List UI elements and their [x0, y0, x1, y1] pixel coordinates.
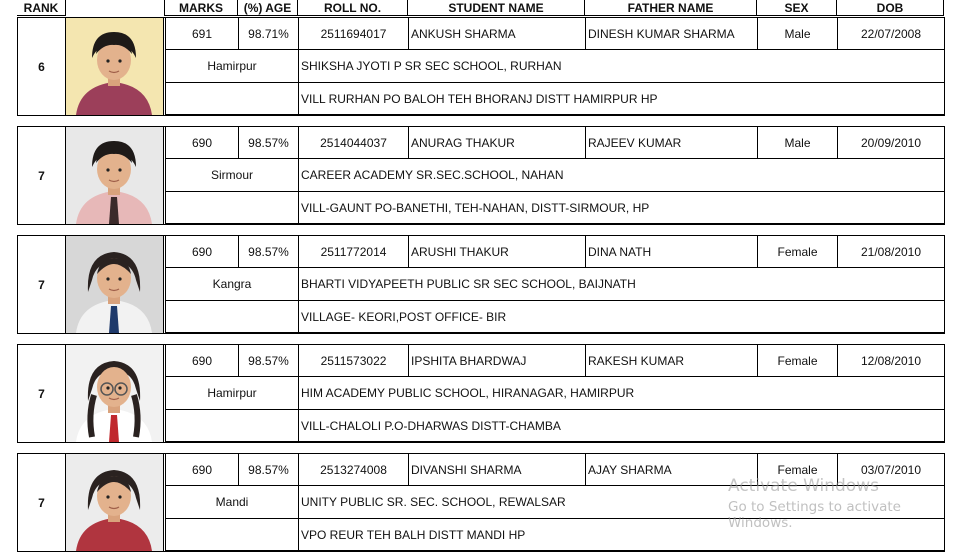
student-record [17, 17, 945, 116]
roll-no-cell: 2511573022 [298, 344, 409, 377]
address-cell: VILL RURHAN PO BALOH TEH BHORANJ DISTT HAMIRPUR HP [298, 82, 945, 115]
dob-cell: 03/07/2010 [837, 453, 945, 486]
father-name-cell: RAKESH KUMAR [585, 344, 758, 377]
dob-cell: 22/07/2008 [837, 17, 945, 50]
marks-cell: 691 [165, 17, 239, 50]
marks-cell: 690 [165, 235, 239, 268]
empty-cell [165, 82, 299, 115]
address-cell: VILL-CHALOLI P.O-DHARWAS DISTT-CHAMBA [298, 409, 945, 442]
student-photo [66, 236, 164, 333]
sex-cell: Female [757, 235, 838, 268]
district-cell: Hamirpur [165, 49, 299, 83]
address-cell: VPO REUR TEH BALH DISTT MANDI HP [298, 518, 945, 551]
school-cell: SHIKSHA JYOTI P SR SEC SCHOOL, RURHAN [298, 49, 945, 83]
student-name-cell: ANKUSH SHARMA [408, 17, 586, 50]
rank-value: 7 [18, 454, 66, 551]
header-percentage: (%) AGE [238, 0, 298, 16]
activate-windows-title: Activate Windows [728, 476, 879, 496]
sex-cell: Female [757, 344, 838, 377]
empty-cell [165, 518, 299, 551]
header-father-name: FATHER NAME [585, 0, 757, 16]
header-student-name: STUDENT NAME [408, 0, 585, 16]
student-record [17, 126, 945, 225]
student-photo [66, 127, 164, 224]
student-photo [66, 18, 164, 115]
rank-value: 7 [18, 127, 66, 224]
empty-cell [165, 409, 299, 442]
district-cell: Kangra [165, 267, 299, 301]
header-roll-no: ROLL NO. [298, 0, 408, 16]
district-cell: Mandi [165, 485, 299, 519]
student-name-cell: ANURAG THAKUR [408, 126, 586, 159]
header-dob: DOB [837, 0, 944, 16]
dob-cell: 12/08/2010 [837, 344, 945, 377]
student-name-cell: ARUSHI THAKUR [408, 235, 586, 268]
student-photo [66, 454, 164, 551]
percentage-cell: 98.57% [238, 235, 299, 268]
district-cell: Sirmour [165, 158, 299, 192]
marks-cell: 690 [165, 453, 239, 486]
marks-cell: 690 [165, 126, 239, 159]
father-name-cell: RAJEEV KUMAR [585, 126, 758, 159]
roll-no-cell: 2511694017 [298, 17, 409, 50]
school-cell: UNITY PUBLIC SR. SEC. SCHOOL, REWALSAR [298, 485, 945, 519]
student-photo [66, 345, 164, 442]
percentage-cell: 98.57% [238, 126, 299, 159]
header-photo [66, 0, 165, 16]
address-cell: VILL-GAUNT PO-BANETHI, TEH-NAHAN, DISTT-SIRMOUR, HP [298, 191, 945, 224]
dob-cell: 21/08/2010 [837, 235, 945, 268]
percentage-cell: 98.57% [238, 344, 299, 377]
header-rank: RANK [17, 0, 66, 16]
address-cell: VILLAGE- KEORI,POST OFFICE- BIR [298, 300, 945, 333]
table-header [0, 0, 969, 16]
student-name-cell: IPSHITA BHARDWAJ [408, 344, 586, 377]
student-name-cell: DIVANSHI SHARMA [408, 453, 586, 486]
header-marks: MARKS [165, 0, 238, 16]
student-record [17, 235, 945, 334]
father-name-cell: DINA NATH [585, 235, 758, 268]
roll-no-cell: 2513274008 [298, 453, 409, 486]
district-cell: Hamirpur [165, 376, 299, 410]
rank-value: 6 [18, 18, 66, 115]
father-name-cell: AJAY SHARMA [585, 453, 758, 486]
empty-cell [165, 191, 299, 224]
father-name-cell: DINESH KUMAR SHARMA [585, 17, 758, 50]
school-cell: CAREER ACADEMY SR.SEC.SCHOOL, NAHAN [298, 158, 945, 192]
percentage-cell: 98.71% [238, 17, 299, 50]
roll-no-cell: 2514044037 [298, 126, 409, 159]
rank-value: 7 [18, 236, 66, 333]
marks-cell: 690 [165, 344, 239, 377]
dob-cell: 20/09/2010 [837, 126, 945, 159]
activate-windows-subtitle: Go to Settings to activate Windows. [728, 499, 901, 531]
header-sex: SEX [757, 0, 837, 16]
empty-cell [165, 300, 299, 333]
student-record [17, 344, 945, 443]
sex-cell: Female [757, 453, 838, 486]
roll-no-cell: 2511772014 [298, 235, 409, 268]
sex-cell: Male [757, 126, 838, 159]
school-cell: BHARTI VIDYAPEETH PUBLIC SR SEC SCHOOL, BAIJNATH [298, 267, 945, 301]
rank-value: 7 [18, 345, 66, 442]
percentage-cell: 98.57% [238, 453, 299, 486]
school-cell: HIM ACADEMY PUBLIC SCHOOL, HIRANAGAR, HAMIRPUR [298, 376, 945, 410]
sex-cell: Male [757, 17, 838, 50]
